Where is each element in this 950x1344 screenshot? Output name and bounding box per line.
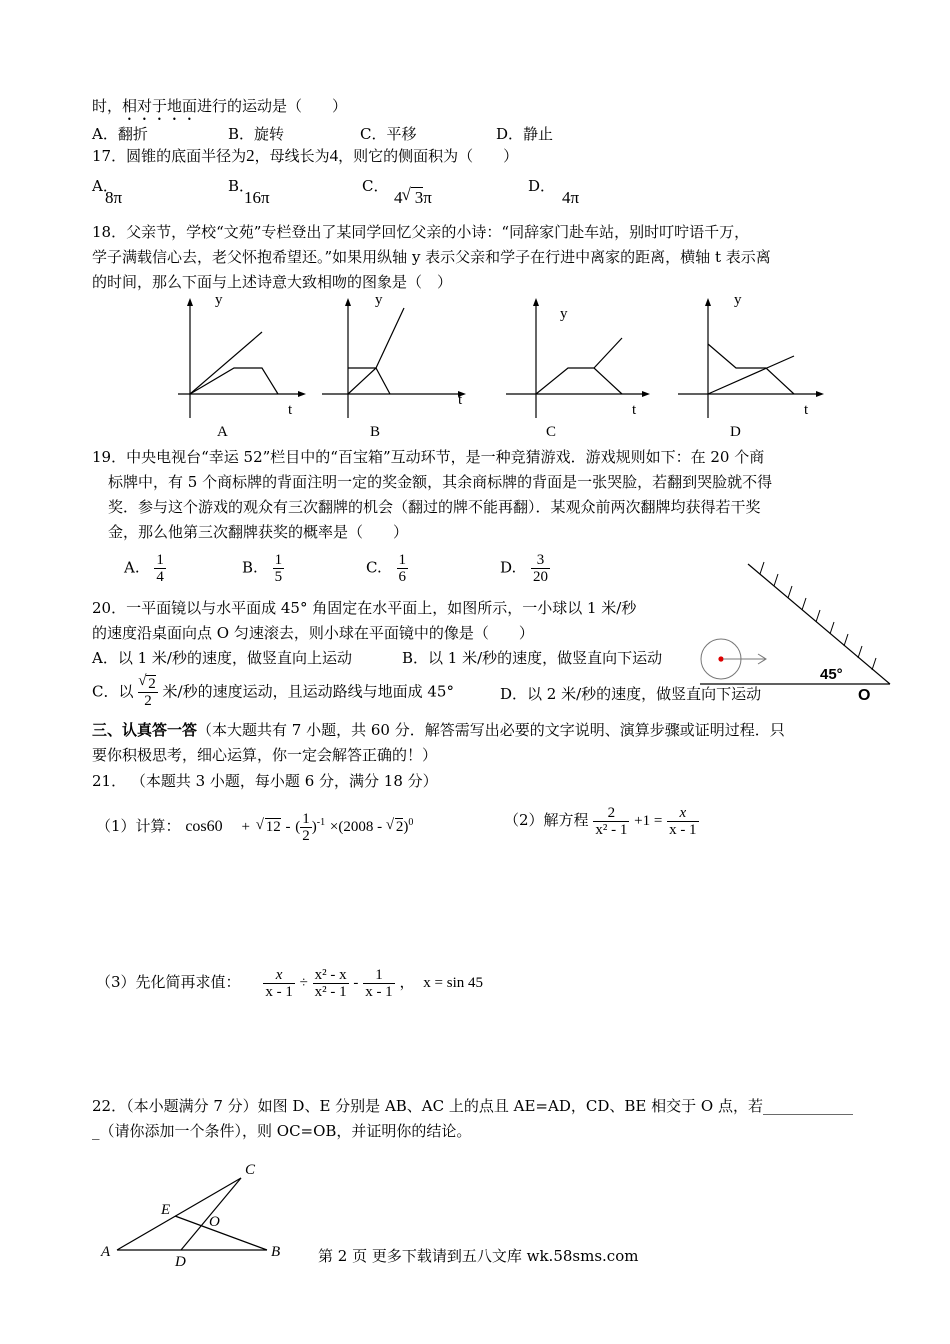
q19-line2: 标牌中，有 5 个商标牌的背面注明一定的奖金额，其余商标牌的背面是一张哭脸，若翻到哭脸就不得 — [108, 473, 773, 491]
vertex-b-label: B — [271, 1244, 281, 1260]
mirror-figure — [690, 560, 900, 705]
q20-option-b: B．以 1 米/秒的速度，做竖直向下运动 — [402, 649, 663, 667]
graph-a-y-label: y — [215, 292, 223, 308]
q19-option-a: A. $\frac{1}{4}$ — [124, 552, 164, 585]
q20-option-d: D．以 2 米/秒的速度，做竖直向下运动 — [500, 685, 762, 703]
q17-letter-b: B． — [228, 177, 255, 195]
q18-line3: 的时间，那么下面与上述诗意大致相吻的图象是（ ） — [92, 273, 453, 291]
q21-header: 21． （本题共 3 小题，每小题 6 分，满分 18 分） — [92, 772, 438, 790]
graph-a — [170, 290, 310, 440]
graph-d-label: D — [730, 424, 741, 440]
point-d-label: D — [175, 1254, 186, 1268]
q20-line1: 20．一平面镜以与水平面成 45° 角固定在水平面上，如图所示，一小球以 1 米/秒 — [92, 599, 637, 617]
q16-option-b: B．旋转 — [228, 125, 285, 143]
graph-b-label: B — [370, 424, 381, 440]
q17-value-a: 8π — [105, 188, 123, 207]
q17-value-c: 4 √ 3π — [394, 185, 432, 207]
q20-option-a: A．以 1 米/秒的速度，做竖直向上运动 — [92, 649, 352, 667]
graph-c-label: C — [546, 424, 557, 440]
graph-b — [320, 290, 480, 440]
point-o-label: O — [858, 687, 871, 704]
q16-option-a: A．翻折 — [92, 125, 148, 143]
q19-option-b: B. $\frac{1}{5}$ — [242, 552, 283, 585]
q19-line1: 19．中央电视台“幸运 52”栏目中的“百宝箱”互动环节，是一种竞猜游戏．游戏规则如下：在 20 个商 — [92, 448, 765, 466]
graph-d-y-label: y — [734, 292, 742, 308]
q22-line2: _（请你添加一个条件），则 OC=OB，并证明你的结论。 — [92, 1122, 472, 1140]
q19-option-c: C. $\frac{1}{6}$ — [366, 552, 406, 585]
q19-line4: 金，那么他第三次翻牌获奖的概率是（ ） — [108, 523, 409, 541]
graph-d — [670, 290, 830, 440]
q17-letter-d: D． — [528, 177, 556, 195]
graph-b-y-label: y — [375, 292, 383, 308]
section3-line1: 三、认真答一答（本大题共有 7 小题，共 60 分．解答需写出必要的文字说明、演算步骤或证明过程．只 — [92, 721, 785, 739]
q22-line1: 22．（本小题满分 7 分）如图 D、E 分别是 AB、AC 上的点且 AE=AD，CD、BE 相交于 O 点，若____________ — [92, 1097, 853, 1115]
graph-c-y-label: y — [560, 306, 568, 322]
point-e-label: E — [161, 1202, 171, 1218]
q20-line2: 的速度沿桌面向点 O 匀速滚去，则小球在平面镜中的像是（ ） — [92, 624, 534, 642]
section3-line2: 要你积极思考，细心运算，你一定会解答正确的！） — [92, 746, 438, 764]
graph-c — [500, 290, 650, 440]
q17-value-b: 16π — [244, 188, 270, 207]
q19-option-d: D. $\frac{3}{20}$ — [500, 552, 549, 585]
q21-part2: （2）解方程 $\frac{2}{\text{x² - 1}}$ +1 = $\frac{x}{x - 1}$ — [504, 804, 697, 838]
vertex-a-label: A — [101, 1244, 111, 1260]
q16-option-c: C．平移 — [360, 125, 417, 143]
ball-center — [718, 656, 723, 661]
q20-option-c: C．以 √ 2 2 米/秒的速度运动，且运动路线与地面成 45° — [92, 673, 454, 709]
graph-b-t-label: t — [458, 392, 463, 408]
graph-a-t-label: t — [288, 402, 293, 418]
q16-stem: 时，相对于地面进行的运动是（ ） — [92, 97, 348, 115]
q18-line2: 学子满载信心去，老父怀抱希望还。”如果用纵轴 y 表示父亲和学子在行进中离家的距离，横轴 t 表示离 — [92, 248, 771, 266]
q18-line1: 18．父亲节，学校“文苑”专栏登出了某同学回忆父亲的小诗：“同辞家门赴车站，别时叮咛语千万， — [92, 223, 750, 241]
q21-part1: （1）计算： cos60 + √ 12 - ( $\frac{1}{2}$ )$^{-1}$ ×(2008 - √ 2)$^0$ — [96, 810, 414, 844]
q21-part3: （3）先化简再求值： $\frac{x}{x - 1}$ ÷ $\frac{\text{x² - x}}{\text{x² - 1}}$ - $\frac{1}{x - 1}$ ， x = sin 45 — [96, 966, 483, 1000]
graph-a-label: A — [217, 424, 228, 440]
angle-label: 45° — [820, 666, 843, 683]
q17-value-d: 4π — [562, 188, 580, 207]
graph-c-t-label: t — [632, 402, 637, 418]
triangle-figure — [95, 1158, 295, 1268]
q17-letter-c: C． — [362, 177, 389, 195]
point-o-label: O — [209, 1214, 220, 1230]
q17-stem: 17．圆锥的底面半径为2，母线长为4，则它的侧面积为（ ） — [92, 146, 519, 165]
graph-d-t-label: t — [804, 402, 809, 418]
q16-option-d: D．静止 — [496, 125, 554, 143]
page-footer: 第 2 页 更多下载请到五八文库 wk.58sms.com — [318, 1247, 639, 1265]
q19-line3: 奖．参与这个游戏的观众有三次翻牌的机会（翻过的牌不能再翻）．某观众前两次翻牌均获得若干奖 — [108, 498, 761, 516]
vertex-c-label: C — [245, 1162, 256, 1178]
q17-letter-a: A． — [92, 177, 118, 195]
